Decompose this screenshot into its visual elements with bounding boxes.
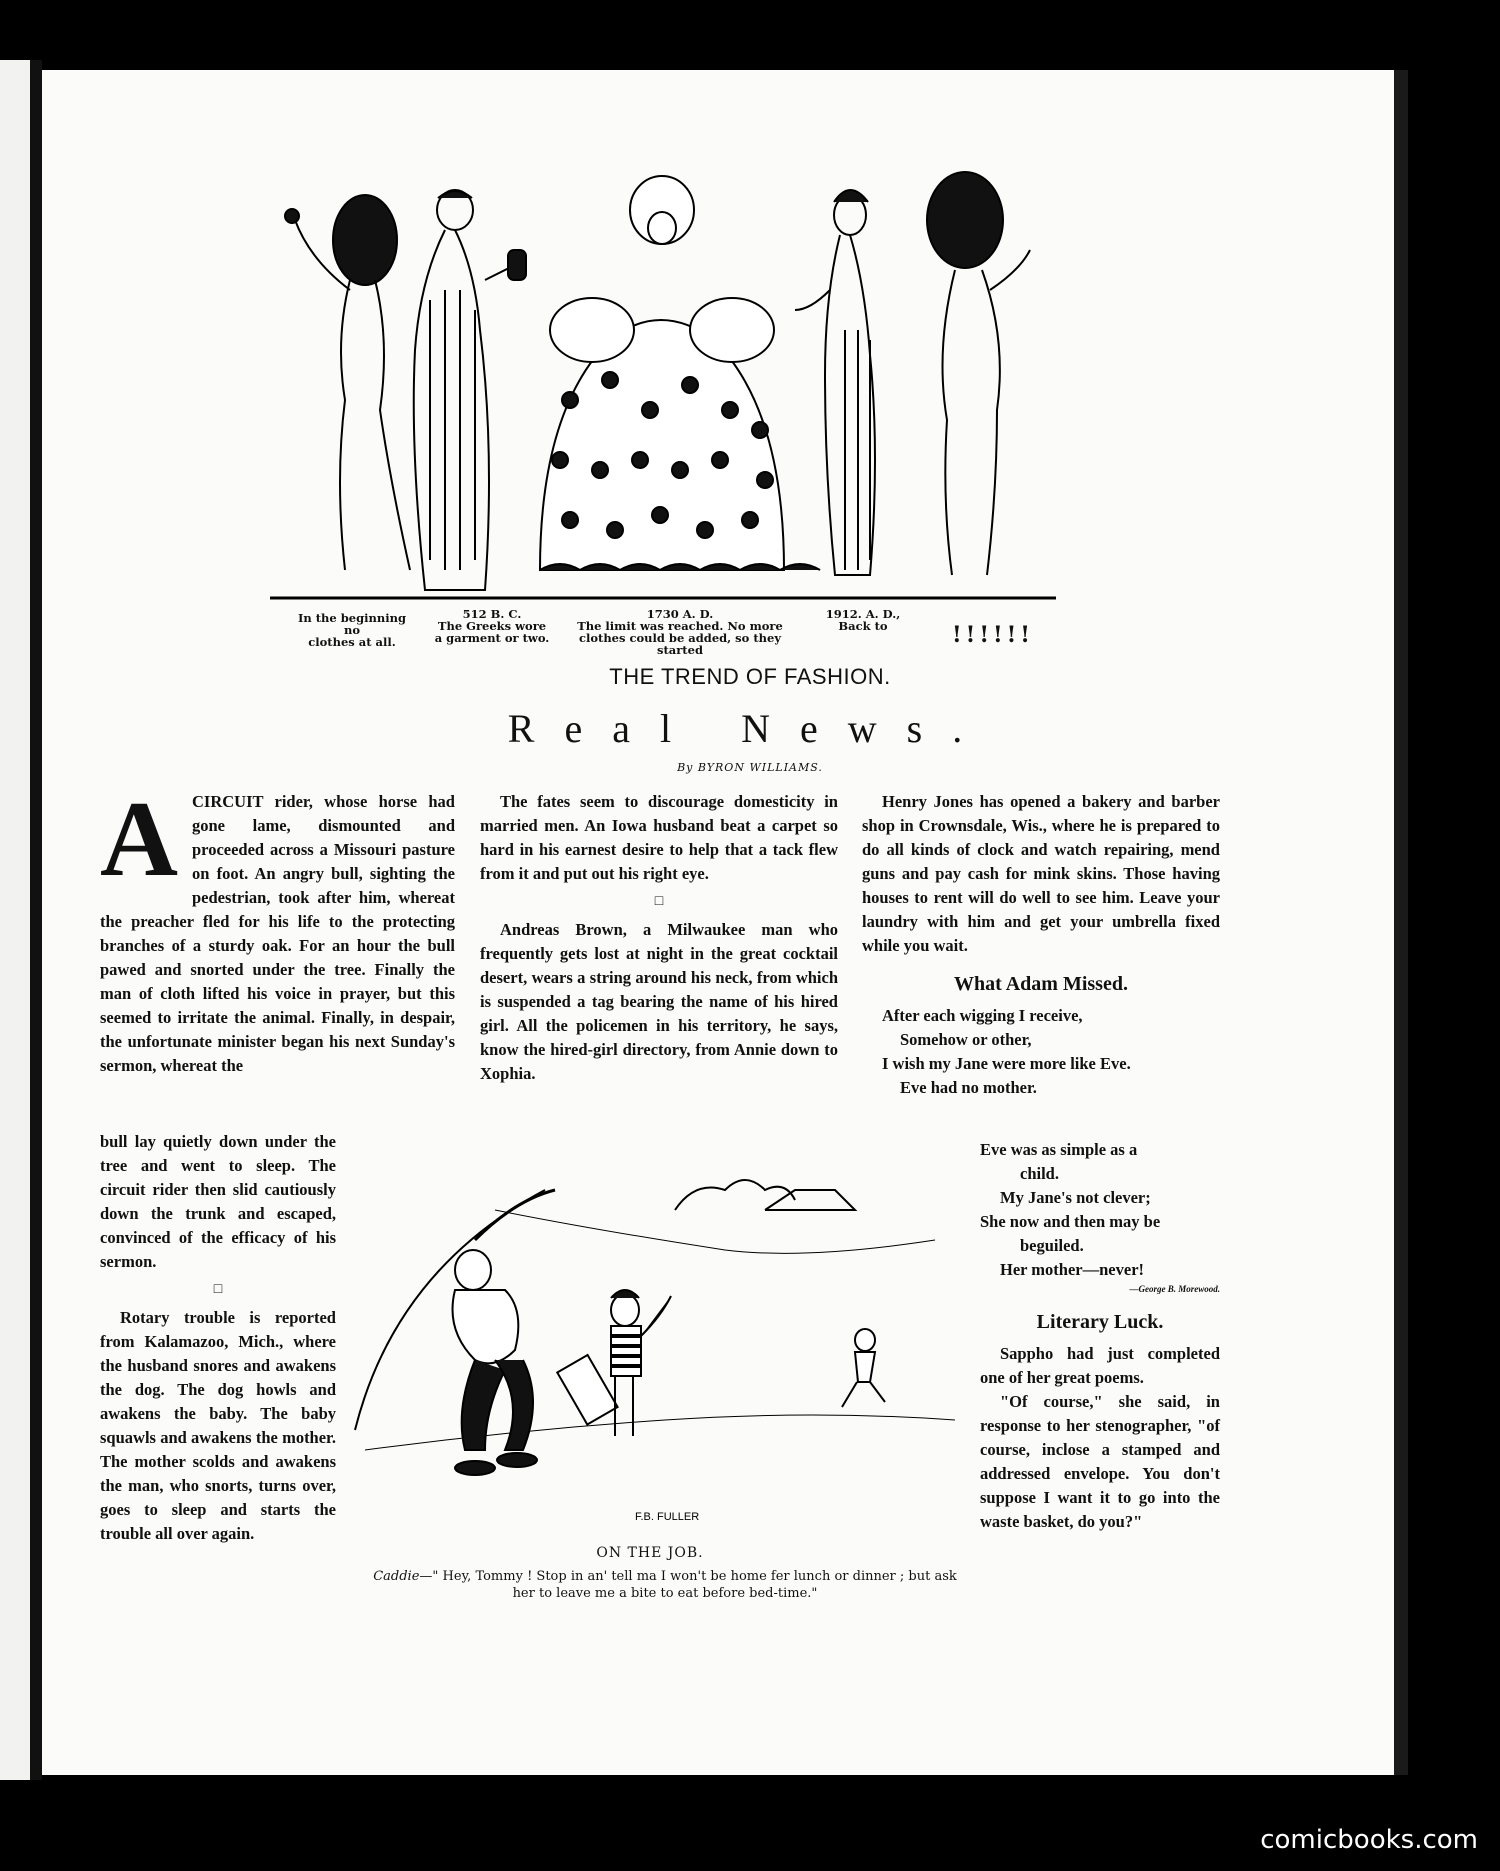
poem-line: Somehow or other,	[900, 1030, 1032, 1049]
caddie-figure	[557, 1290, 671, 1436]
caption-text: —" Hey, Tommy ! Stop in an' tell ma I won't be home fer lunch or dinner ; but ask her to leave me a bite to eat before bed-time."	[419, 1569, 957, 1601]
caption-512bc: 512 B. C. The Greeks wore a garment or two.	[434, 607, 550, 645]
poem-credit: —George B. Morewood.	[1129, 1284, 1220, 1294]
caption-1912ad: 1912. A. D., Back to	[825, 607, 901, 633]
luck-title: Literary Luck.	[1036, 1311, 1164, 1333]
column-1	[100, 780, 455, 1078]
poem-line: Eve had no mother.	[900, 1078, 1037, 1097]
golfer-figure	[453, 1250, 538, 1475]
caption-1730ad: 1730 A. D. The limit was reached. No more clothes could be added, so they started	[577, 607, 783, 657]
drop-cap-letter: A	[100, 780, 178, 899]
paragraph-sappho: Sappho had just completed one of her great poems.	[980, 1344, 1220, 1387]
fashion-title: THE TREND OF FASHION.	[609, 664, 891, 689]
column-3	[862, 790, 1220, 1100]
poem-line: Eve was as simple as a	[980, 1140, 1138, 1159]
article-headline: Real News.	[507, 706, 993, 751]
poem-line: child.	[1020, 1164, 1059, 1183]
paragraph-henry-jones: Henry Jones has opened a bakery and barber shop in Crownsdale, Wis., where he is prepared to do all kinds of clock and watch repairing, mend guns and pay cash for mink skins. Those having houses to rent will do well to see him. Leave your laundry with him and get your umbrella fixed while you wait.	[862, 792, 1220, 955]
paragraph-circuit-rider-end: bull lay quietly down under the tree and went to sleep. The circuit rider then slid cautiously down the trunk and escaped, convinced of the efficacy of his sermon.	[100, 1132, 336, 1271]
paragraph-andreas-brown: Andreas Brown, a Milwaukee man who frequently gets lost at night in the great cocktail desert, wears a string around his neck, from which is suspended a tag bearing the name of his hired girl. All the policemen in his territory, he says, know the hired-girl directory, from Annie down to Xophia.	[480, 920, 838, 1083]
poem-line: beguiled.	[1020, 1236, 1084, 1255]
column-2	[480, 790, 838, 1086]
figure-nude-right	[927, 172, 1030, 575]
paragraph-sappho-quote: "Of course," she said, in response to her stenographer, "of course, inclose a stamped and addressed envelope. You don't suppose I want it to go into the waste basket, do you?"	[980, 1392, 1220, 1531]
figure-1912	[795, 190, 875, 575]
poem-line: My Jane's not clever;	[1000, 1188, 1151, 1207]
poem-title: What Adam Missed.	[954, 973, 1128, 995]
fashion-illustration	[270, 170, 1056, 600]
poem-continued	[980, 1138, 1220, 1534]
article-byline: By BYRON WILLIAMS.	[677, 761, 823, 774]
site-watermark: comicbooks.com	[1260, 1825, 1478, 1855]
page-right-edge	[1394, 70, 1408, 1775]
poem-line: Her mother—never!	[1000, 1260, 1145, 1279]
separator-box: □	[654, 894, 664, 909]
page-gutter	[30, 60, 42, 1780]
figure-nude-left	[285, 195, 410, 570]
running-boy-figure	[842, 1329, 885, 1407]
cartoon-caption	[370, 1568, 960, 1602]
caption-speaker: Caddie	[373, 1569, 420, 1584]
separator-box: □	[213, 1282, 223, 1297]
caption-beginning: In the beginning no clothes at all.	[298, 611, 406, 649]
cartoon-title: ON THE JOB.	[596, 1545, 704, 1561]
paragraph-rotary-trouble: Rotary trouble is reported from Kalamazoo, Mich., where the husband snores and awakens the dog. The dog howls and awakens the baby. The baby squawls and awakens the mother. The mother scolds and awakens the man, who snorts, turns over, goes to sleep and starts the trouble all over again.	[100, 1308, 336, 1543]
golf-cartoon	[345, 1150, 955, 1550]
figure-1730-gown	[540, 176, 820, 570]
poem-line: I wish my Jane were more like Eve.	[882, 1054, 1131, 1073]
column-1-lower	[100, 1130, 336, 1546]
poem-line: She now and then may be	[980, 1212, 1161, 1231]
paragraph-fates: The fates seem to discourage domesticity in married men. An Iowa husband beat a carpet so hard in his earnest desire to help that a tack flew from it and put out his right eye.	[480, 792, 838, 883]
poem-line: After each wigging I receive,	[882, 1006, 1083, 1025]
paragraph-circuit-rider: CIRCUIT rider, whose horse had gone lame, dismounted and proceeded across a Missouri pasture on foot. An angry bull, sighting the pedestrian, took after him, whereat the preacher fled for his life to the protecting branches of a sturdy oak. For an hour the bull pawed and snorted under the tree. Finally the man of cloth lifted his voice in prayer, but this seemed to irritate the animal. Finally, in despair, the unfortunate minister began his next Sunday's sermon, whereat the	[100, 792, 455, 1075]
figure-greek	[414, 190, 526, 590]
previous-page-edge	[0, 60, 30, 1780]
drop-cap	[100, 780, 186, 908]
cartoon-signature: F.B. FULLER	[635, 1511, 700, 1523]
exclamation-marks: !!!!!!	[952, 622, 1034, 648]
